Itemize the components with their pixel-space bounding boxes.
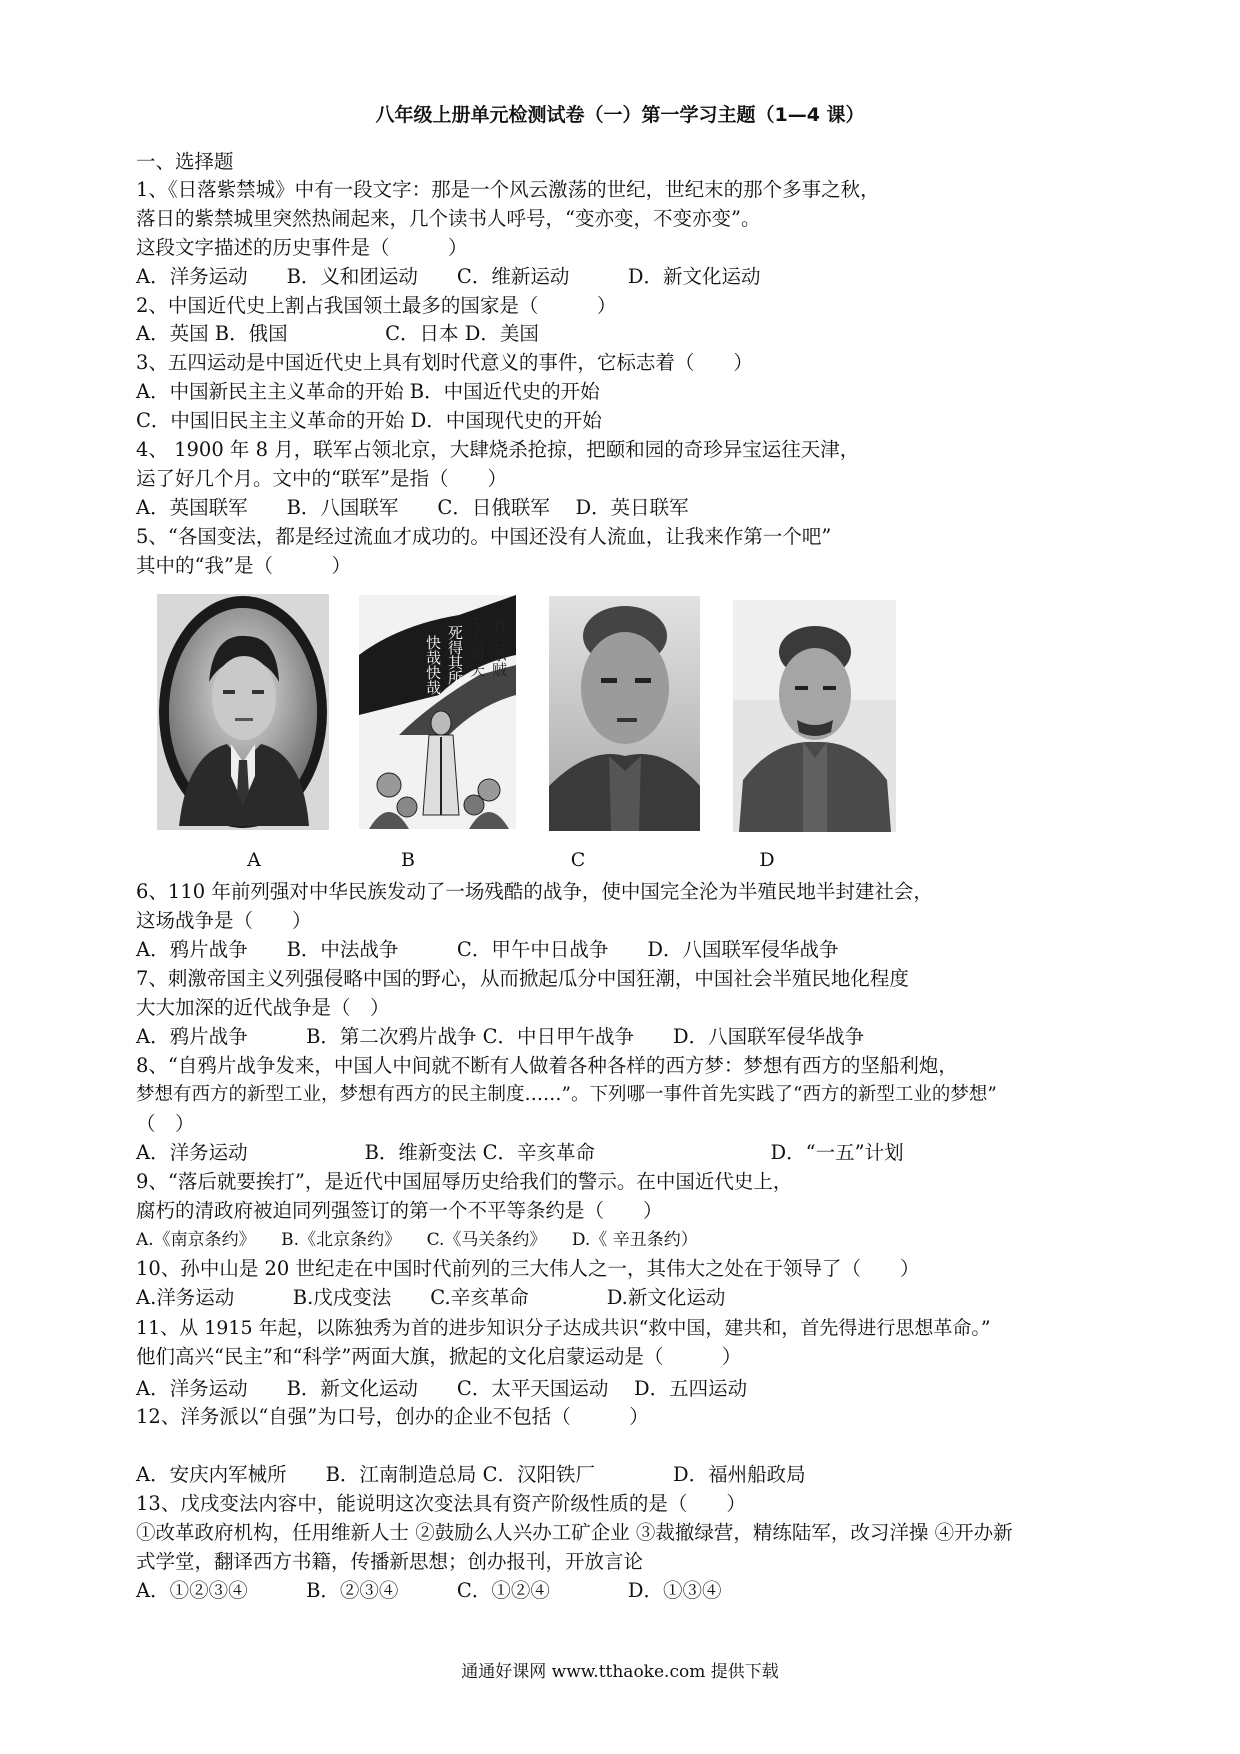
question-6-stem: 这场战争是（ ） — [136, 909, 312, 932]
question-8-text: 梦想有西方的新型工业，梦想有西方的民主制度……”。下列哪一事件首先实践了“西方的新型工业的梦想” — [136, 1084, 997, 1105]
question-9-stem: 腐朽的清政府被迫同列强签订的第一个不平等条约是（ ） — [136, 1199, 663, 1222]
poster-text: 死得其所 — [446, 625, 464, 685]
question-11-stem: 他们高兴“民主”和“科学”两面大旗，掀起的文化启蒙运动是（ ） — [136, 1345, 742, 1368]
question-6-options: A．鸦片战争 B．中法战争 C．甲午中日战争 D．八国联军侵华战争 — [136, 938, 839, 961]
question-7-stem: 大大加深的近代战争是（ ） — [136, 996, 390, 1019]
question-5-stem: 其中的“我”是（ ） — [136, 554, 351, 577]
question-4-options: A．英国联军 B．八国联军 C．日俄联军 D．英日联军 — [136, 496, 689, 519]
question-9-options: A.《南京条约》 B.《北京条约》 C.《马关条约》 D.《 辛丑条约） — [136, 1230, 698, 1250]
question-1-options: A．洋务运动 B．义和团运动 C．维新运动 D．新文化运动 — [136, 265, 761, 288]
photo-option-a — [157, 594, 329, 830]
photo-label-d: D — [759, 849, 775, 871]
question-6-text: 6、110 年前列强对中华民族发动了一场残酷的战争，使中国完全沦为半殖民地半封建社会， — [136, 880, 933, 903]
photo-option-d — [733, 600, 896, 832]
question-5-text: 5、“各国变法，都是经过流血才成功的。中国还没有人流血，让我来作第一个吧” — [136, 525, 832, 548]
question-8-text: 8、“自鸦片战争发来，中国人中间就不断有人做着各种各样的西方梦：梦想有西方的坚船利炮， — [136, 1054, 958, 1077]
photo-label-a: A — [247, 849, 261, 871]
question-3-options: A．中国新民主主义革命的开始 B．中国近代史的开始 — [136, 380, 600, 403]
question-3-text: 3、五四运动是中国近代史上具有划时代意义的事件，它标志着（ ） — [136, 351, 753, 374]
photo-label-b: B — [401, 849, 415, 871]
question-7-text: 7、刺激帝国主义列强侵略中国的野心，从而掀起瓜分中国狂潮，中国社会半殖民地化程度 — [136, 967, 909, 990]
question-7-options: A．鸦片战争 B．第二次鸦片战争 C．中日甲午战争 D．八国联军侵华战争 — [136, 1025, 865, 1048]
question-8-stem: （ ） — [136, 1112, 195, 1135]
photo-option-c — [549, 596, 700, 831]
question-1-text: 落日的紫禁城里突然热闹起来，几个读书人呼号，“变亦变，不变亦变”。 — [136, 207, 761, 230]
photo-label-c: C — [570, 849, 586, 871]
question-2-text: 2、中国近代史上割占我国领土最多的国家是（ ） — [136, 294, 617, 317]
question-10-options: A.洋务运动 B.戊戌变法 C.辛亥革命 D.新文化运动 — [136, 1286, 726, 1309]
question-9-text: 9、“落后就要挨打”，是近代中国屈辱历史给我们的警示。在中国近代史上， — [136, 1170, 793, 1193]
question-3-options: C．中国旧民主主义革命的开始 D．中国现代史的开始 — [136, 409, 602, 432]
question-13-text: 13、戊戌变法内容中，能说明这次变法具有资产阶级性质的是（ ） — [136, 1492, 746, 1515]
poster-text: 无力回天 — [468, 617, 486, 677]
question-1-text: 1、《日落紫禁城》中有一段文字：那是一个风云激荡的世纪，世纪末的那个多事之秋， — [136, 178, 880, 201]
photo-option-b — [359, 595, 516, 829]
question-8-options: A．洋务运动 B．维新变法 C．辛亥革命 D．“一五”计划 — [136, 1141, 904, 1164]
question-13-options: A．①②③④ B．②③④ C．①②④ D．①③④ — [136, 1579, 722, 1602]
question-4-text: 4、 1900 年 8 月，联军占领北京，大肆烧杀抢掠，把颐和园的奇珍异宝运往天津， — [136, 438, 860, 461]
exam-title: 八年级上册单元检测试卷（一）第一学习主题（1—4 课） — [375, 104, 865, 126]
question-12-text: 12、洋务派以“自强”为口号，创办的企业不包括（ ） — [136, 1405, 649, 1428]
poster-text: 快哉快哉 — [424, 635, 442, 695]
question-11-options: A．洋务运动 B．新文化运动 C．太平天国运动 D．五四运动 — [136, 1377, 748, 1400]
poster-text: 有心杀贼 — [490, 617, 508, 677]
question-4-stem: 运了好几个月。文中的“联军”是指（ ） — [136, 467, 507, 490]
footer-credit: 通通好课网 www.tthaoke.com 提供下载 — [461, 1662, 779, 1682]
question-2-options: A．英国 B．俄国 C．日本 D．美国 — [136, 322, 539, 345]
question-13-items: ①改革政府机构，任用维新人士 ②鼓励么人兴办工矿企业 ③裁撤绿营，精练陆军，改习洋操 ④开办新 — [136, 1521, 1013, 1544]
question-13-items: 式学堂，翻译西方书籍，传播新思想；创办报刊，开放言论 — [136, 1550, 644, 1573]
question-12-options: A．安庆内军械所 B．江南制造总局 C．汉阳铁厂 D．福州船政局 — [136, 1463, 806, 1486]
question-1-stem: 这段文字描述的历史事件是（ ） — [136, 236, 468, 259]
section-heading: 一、选择题 — [136, 150, 234, 173]
question-10-text: 10、孙中山是 20 世纪走在中国时代前列的三大伟人之一，其伟大之处在于领导了（ ） — [136, 1257, 920, 1280]
question-11-text: 11、从 1915 年起，以陈独秀为首的进步知识分子达成共识“救中国，建共和，首先得进行思想革命。” — [136, 1317, 991, 1339]
